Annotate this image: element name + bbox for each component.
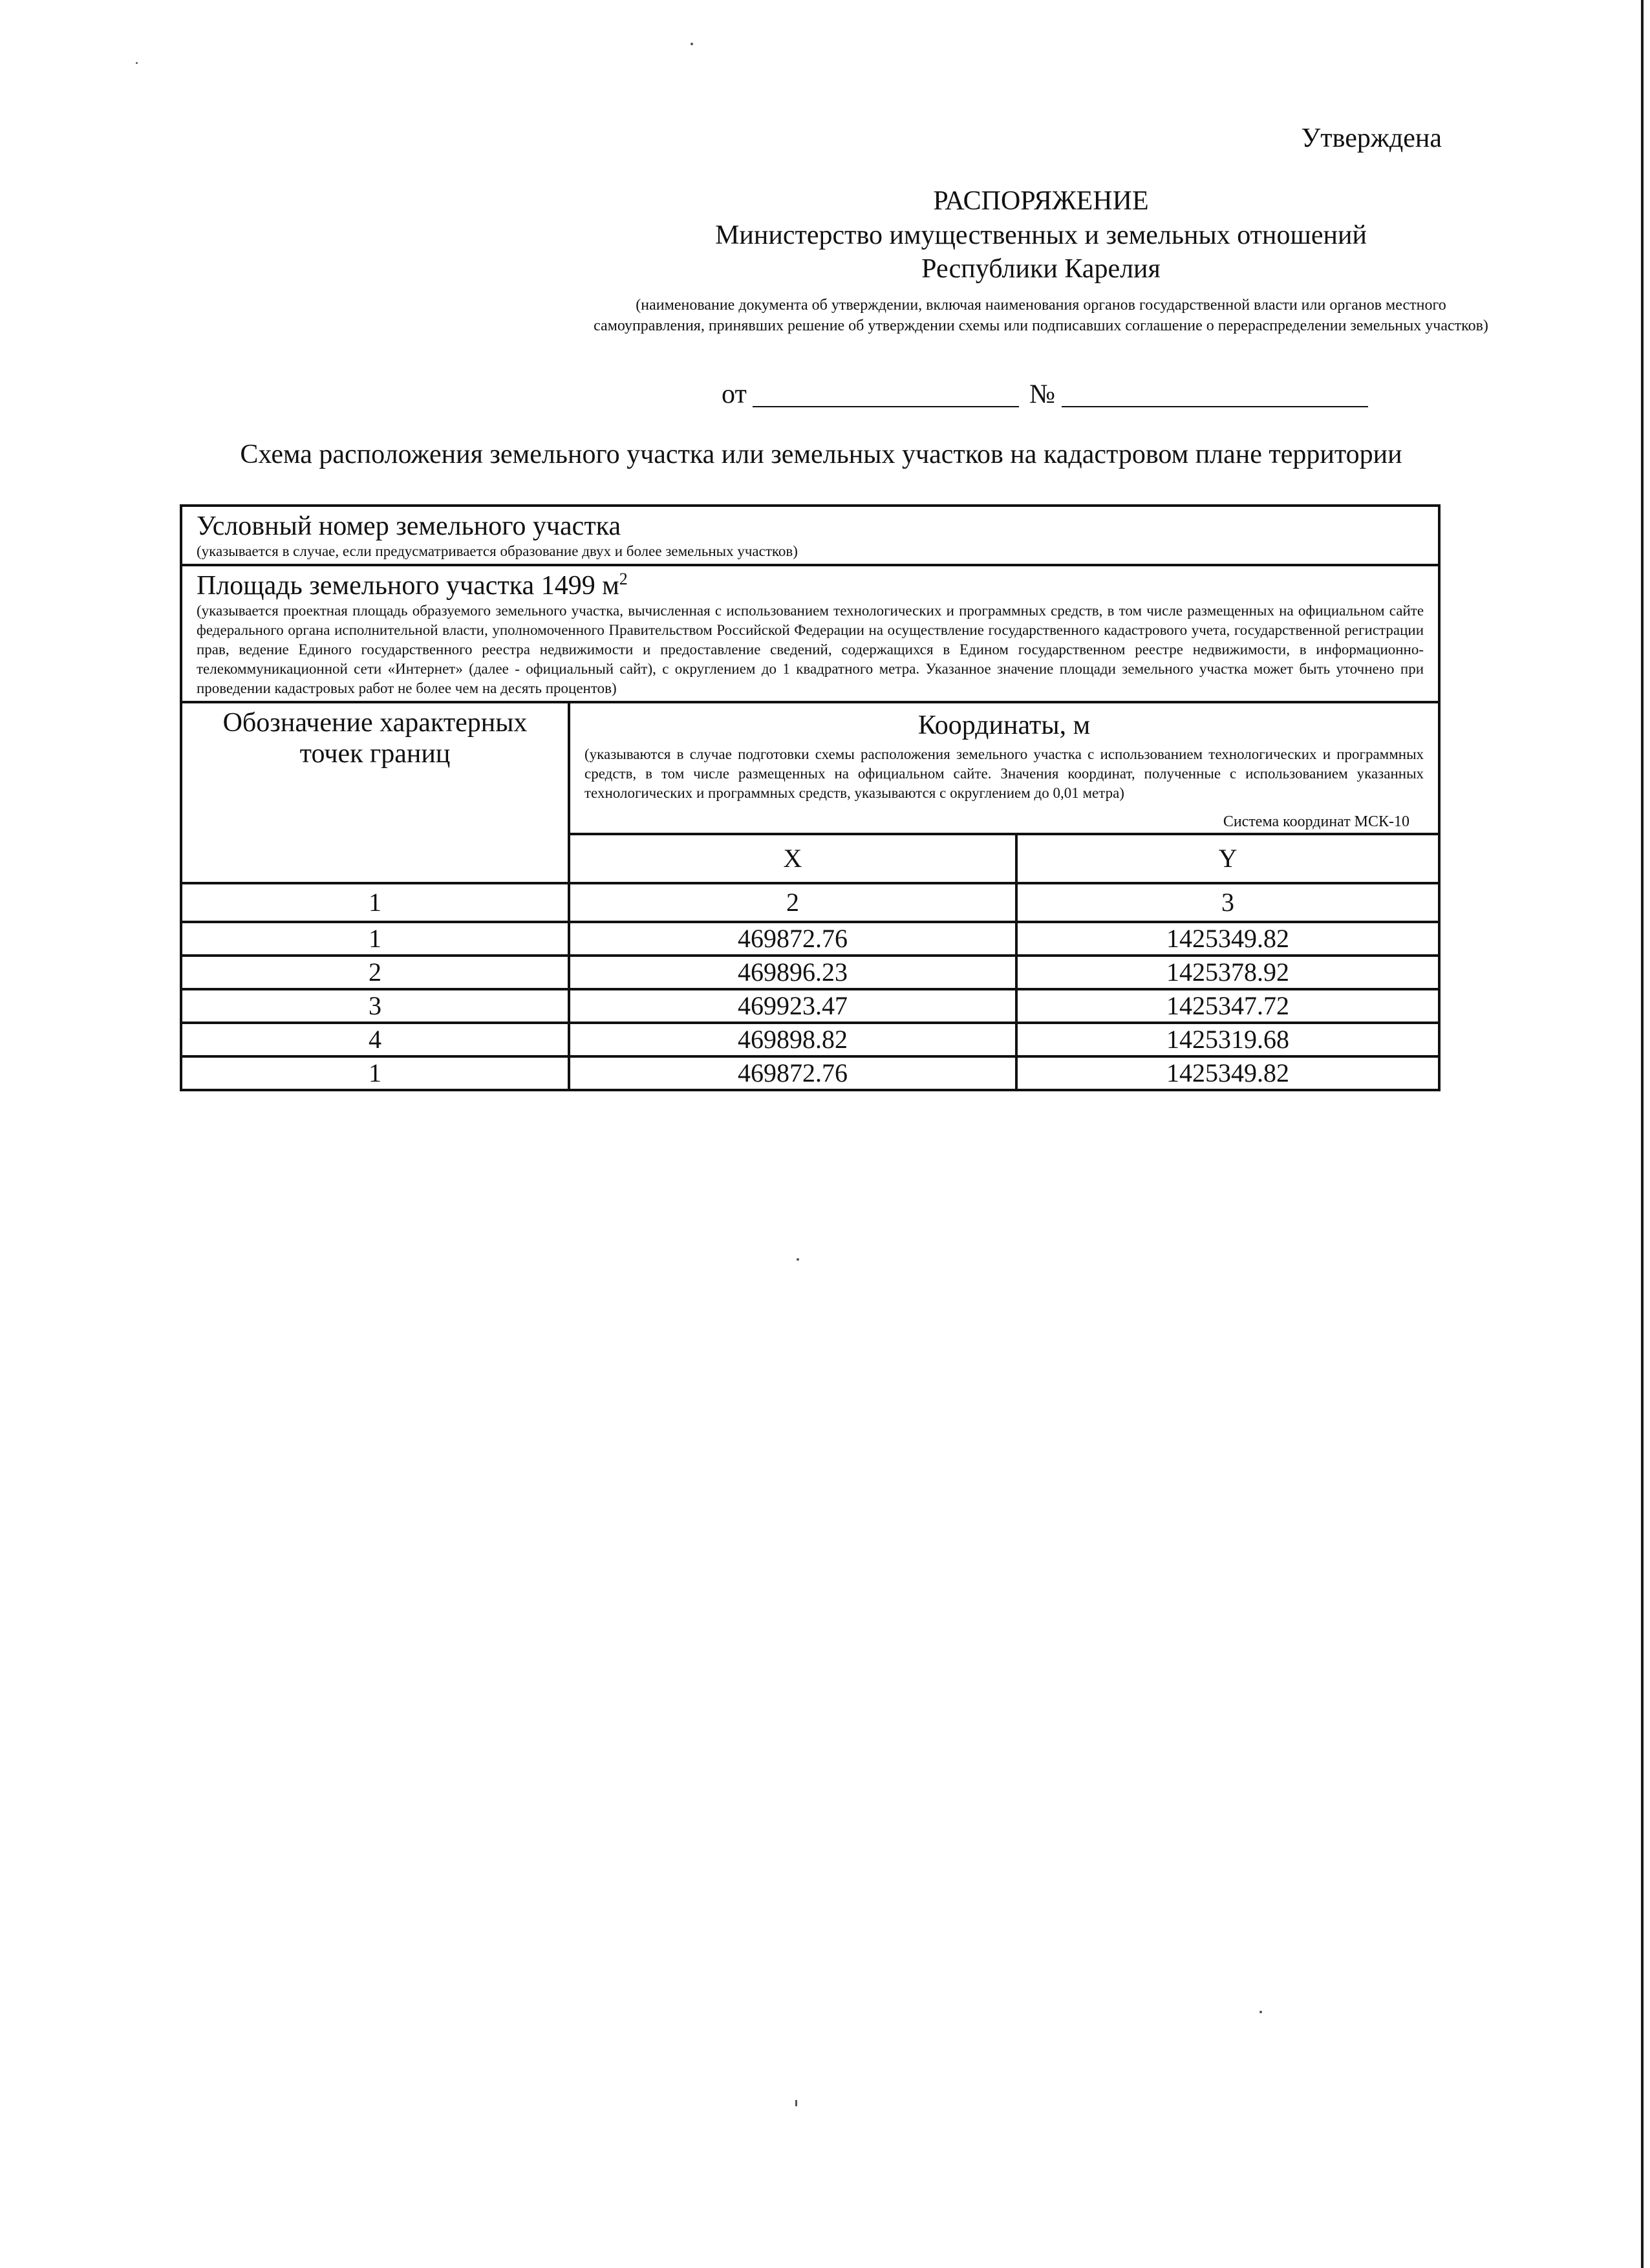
table-row: [181, 956, 1439, 989]
area-note: (указывается проектная площадь образуемого земельного участка, вычисленная с использованием технологических и программных средств, в том числе размещенных на официальном сайте федерального органа исполнительной власти, уполномоченного Правительством Российской Федерации на осуществление государственного кадастрового учета, государственной регистрации прав, ведение Единого государственного реестра недвижимости и предоставление сведений, содержащихся в Едином государственном реестре недвижимости, в информационно-телекоммуникационной сети «Интернет» (далее - официальный сайт), с округлением до 1 квадратного метра. Указанное значение площади земельного участка может быть уточнено при проведении кадастровых работ не более чем на десять процентов): [197, 603, 1424, 696]
table-row: [181, 1023, 1439, 1056]
number-field[interactable]: [1062, 406, 1368, 407]
coordinate-system: Система координат МСК-10: [1223, 813, 1410, 830]
table-row: [181, 1056, 1439, 1090]
ministry-region: Республики Карелия: [921, 254, 1161, 284]
column-numbers-row: [181, 883, 1439, 922]
scan-speck: [136, 62, 138, 64]
y-coordinate: 1425378.92: [1016, 956, 1439, 989]
area-value: Площадь земельного участка 1499 м: [197, 571, 619, 601]
point-id: 3: [181, 989, 569, 1023]
area-label: [197, 570, 1424, 601]
column-number: 1: [181, 883, 569, 922]
points-label: Обозначение характерных точек границ: [222, 708, 528, 769]
table-row: [181, 922, 1439, 956]
coords-label: Координаты, м: [917, 711, 1091, 740]
column-number: 2: [569, 883, 1016, 922]
parcel-scheme-table: [180, 504, 1441, 1091]
x-coordinate: 469896.23: [569, 956, 1016, 989]
scan-edge: [1641, 0, 1644, 2268]
y-coordinate: 1425347.72: [1016, 989, 1439, 1023]
x-coordinate: 469872.76: [569, 922, 1016, 956]
ministry-name: Министерство имущественных и земельных отношений: [715, 220, 1367, 250]
area-row: [181, 565, 1439, 702]
date-field[interactable]: [753, 406, 1019, 407]
points-header-cell: [181, 702, 569, 883]
approved-label: Утверждена: [1301, 123, 1442, 153]
y-header: Y: [1016, 834, 1439, 883]
parcel-number-row: [181, 506, 1439, 565]
x-coordinate: 469872.76: [569, 1056, 1016, 1090]
scan-speck: [795, 2100, 797, 2106]
point-id: 2: [181, 956, 569, 989]
document-title: Схема расположения земельного участка или земельных участков на кадастровом плане территории: [240, 440, 1402, 469]
column-number: 3: [1016, 883, 1439, 922]
coords-header-row: [181, 702, 1439, 834]
scan-speck: [691, 43, 693, 45]
parcel-number-cell: [181, 506, 1439, 565]
parcel-number-label: Условный номер земельного участка: [197, 511, 621, 541]
scan-speck: [797, 1258, 799, 1261]
x-coordinate: 469898.82: [569, 1023, 1016, 1056]
parcel-number-note: (указывается в случае, если предусматривается образование двух и более земельных участков): [197, 543, 798, 559]
y-coordinate: 1425349.82: [1016, 922, 1439, 956]
date-number-line: [722, 375, 1368, 414]
order-note: (наименование документа об утверждении, включая наименования органов государственной власти или органов местного самоуправления, принявших решение об утверждении схемы или подписавших соглашение о перераспределении земельных участков): [594, 297, 1488, 334]
point-id: 1: [181, 922, 569, 956]
number-label: №: [1029, 380, 1056, 409]
y-coordinate: 1425349.82: [1016, 1056, 1439, 1090]
order-header: [582, 184, 1500, 336]
point-id: 1: [181, 1056, 569, 1090]
coords-header-cell: [569, 702, 1439, 834]
table-row: [181, 989, 1439, 1023]
area-cell: [181, 565, 1439, 702]
coords-note: (указываются в случае подготовки схемы расположения земельного участка с использованием технологических и программных средств, в том числе размещенных на официальном сайте. Значения координат, полученные с использованием указанных технологических и программных средств, указываются с округлением до 0,01 метра): [584, 746, 1424, 801]
x-header: X: [569, 834, 1016, 883]
date-label: от: [722, 380, 747, 409]
area-unit-superscript: 2: [619, 570, 628, 588]
x-coordinate: 469923.47: [569, 989, 1016, 1023]
order-title: РАСПОРЯЖЕНИЕ: [933, 186, 1149, 216]
scan-speck: [1259, 2011, 1262, 2013]
point-id: 4: [181, 1023, 569, 1056]
y-coordinate: 1425319.68: [1016, 1023, 1439, 1056]
